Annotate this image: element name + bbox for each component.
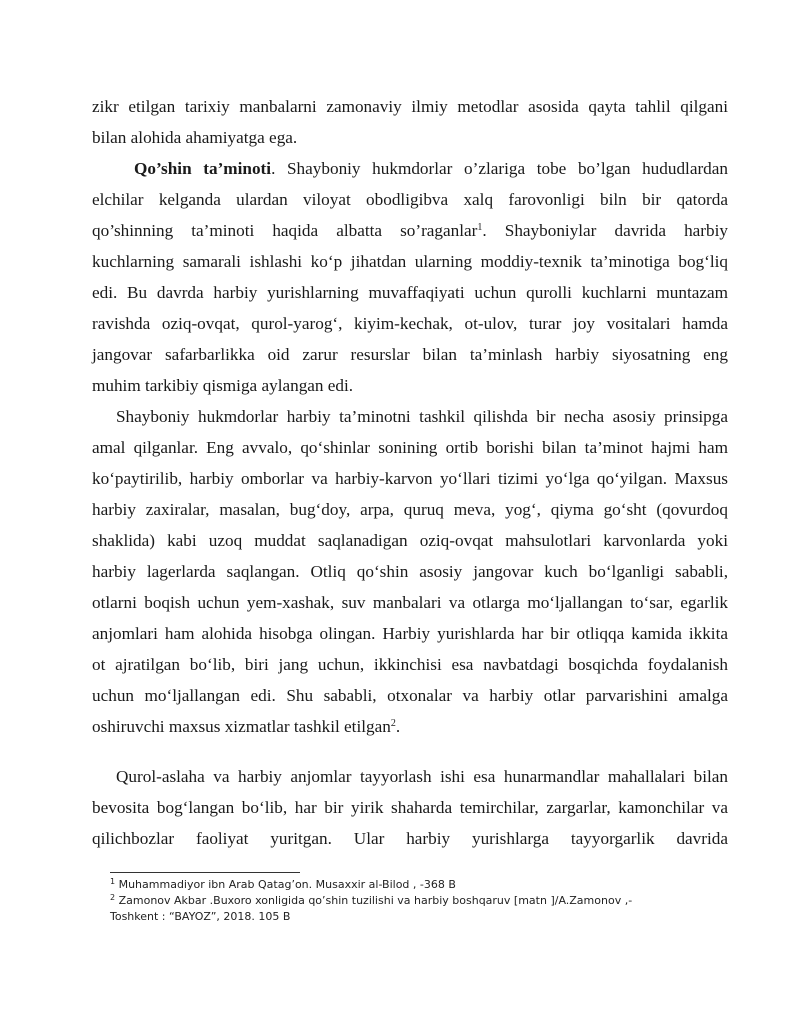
footnote-number: 1 xyxy=(110,877,116,886)
text-fragment: . xyxy=(395,717,401,736)
paragraph-line: muhim tarkibiy qismiga aylangan edi. xyxy=(92,376,354,395)
text-fragment: oshiruvchi maxsus xizmatlar tashkil etilgan xyxy=(92,717,391,736)
paragraph-line: amal qilganlar. Eng avvalo, qo‘shinlar sonining ortib borishi bilan ta’minot hajmi ham xyxy=(92,438,728,457)
footnote-separator xyxy=(110,872,300,873)
paragraph-line: kuchlarning samarali ishlashi ko‘p jihatdan ularning moddiy-texnik ta’minotiga bog‘liq xyxy=(92,252,728,271)
heading-rest-text: . Shayboniy hukmdorlar o’zlariga tobe bo’lgan hududlardan xyxy=(271,159,728,178)
footnote-text: Muhammadiyor ibn Arab Qatag’on. Musaxxir al-Bilod , -368 B xyxy=(118,878,456,891)
text-fragment: . Shayboniylar davrida harbiy xyxy=(482,221,728,240)
paragraph-line: shaklida) kabi uzoq muddat saqlanadigan oziq-ovqat mahsulotlari karvonlarda yoki xyxy=(92,531,728,550)
footnote-2 xyxy=(110,894,632,908)
footnote-ref[interactable]: 1 xyxy=(477,222,483,233)
paragraph-line: bilan alohida ahamiyatga ega. xyxy=(92,128,298,147)
text-fragment: qo’shinning ta’minoti haqida albatta so’raganlar xyxy=(92,221,478,240)
paragraph-line: bevosita bog‘langan bo‘lib, har bir yirik shaharda temirchilar, zargarlar, kamonchilar va xyxy=(92,798,728,817)
paragraph-line: jangovar safarbarlikka oid zarur resurslar bilan ta’minlash harbiy siyosatning eng xyxy=(92,345,728,364)
paragraph-line: ko‘paytirilib, harbiy omborlar va harbiy-karvon yo‘llari tizimi yo‘lga qo‘yilgan. Maxsus xyxy=(92,469,728,488)
paragraph-line xyxy=(134,158,728,180)
paragraph-line xyxy=(92,220,728,242)
paragraph-line: harbiy lagerlarda saqlangan. Otliq qo‘shin asosiy jangovar kuch bo‘lganligi sababli, xyxy=(92,562,728,581)
footnote-number: 2 xyxy=(110,893,116,902)
paragraph-line: edi. Bu davrda harbiy yurishlarning muvaffaqiyati uchun qurolli kuchlarni muntazam xyxy=(92,283,728,302)
footnote-text: Zamonov Akbar .Buxoro xonligida qo’shin tuzilishi va harbiy boshqaruv [matn ]/A.Zamonov ,- xyxy=(118,894,633,907)
paragraph-line: anjomlari ham alohida hisobga olingan. Harbiy yurishlarda har bir otliqqa kamida ikkita xyxy=(92,624,728,643)
paragraph-line: ot ajratilgan bo‘lib, biri jang uchun, ikkinchisi esa navbatdagi bosqichda foydalanish xyxy=(92,655,728,674)
paragraph-line: harbiy zaxiralar, masalan, bug‘doy, arpa, quruq meva, yog‘, qiyma go‘sht (qovurdoq xyxy=(92,500,728,519)
footnote-ref[interactable]: 2 xyxy=(390,718,396,729)
paragraph-line: Qurol-aslaha va harbiy anjomlar tayyorlash ishi esa hunarmandlar mahallalari bilan xyxy=(116,767,728,786)
paragraph-line: Shayboniy hukmdorlar harbiy ta’minotni tashkil qilishda bir necha asosiy prinsipga xyxy=(116,407,728,426)
section-heading: Qo’shin ta’minoti xyxy=(134,159,272,178)
paragraph-line: qilichbozlar faoliyat yuritgan. Ular harbiy yurishlarga tayyorgarlik davrida xyxy=(92,829,728,848)
footnote-1 xyxy=(110,878,456,892)
paragraph-line: uchun mo‘ljallangan edi. Shu sababli, otxonalar va harbiy otlar parvarishini amalga xyxy=(92,686,728,705)
paragraph-line xyxy=(92,716,728,738)
paragraph-line: elchilar kelganda ulardan viloyat obodligibva xalq farovonligi biln bir qatorda xyxy=(92,190,728,209)
paragraph-line: zikr etilgan tarixiy manbalarni zamonaviy ilmiy metodlar asosida qayta tahlil qilgani xyxy=(92,97,728,116)
footnote-2-continued: Toshkent : “BAYOZ”, 2018. 105 B xyxy=(110,910,291,923)
paragraph-line: otlarni boqish uchun yem-xashak, suv manbalari va otlarga mo‘ljallangan to‘sar, egarlik xyxy=(92,593,728,612)
paragraph-line: ravishda oziq-ovqat, qurol-yarog‘, kiyim-kechak, ot-ulov, turar joy vositalari hamda xyxy=(92,314,728,333)
